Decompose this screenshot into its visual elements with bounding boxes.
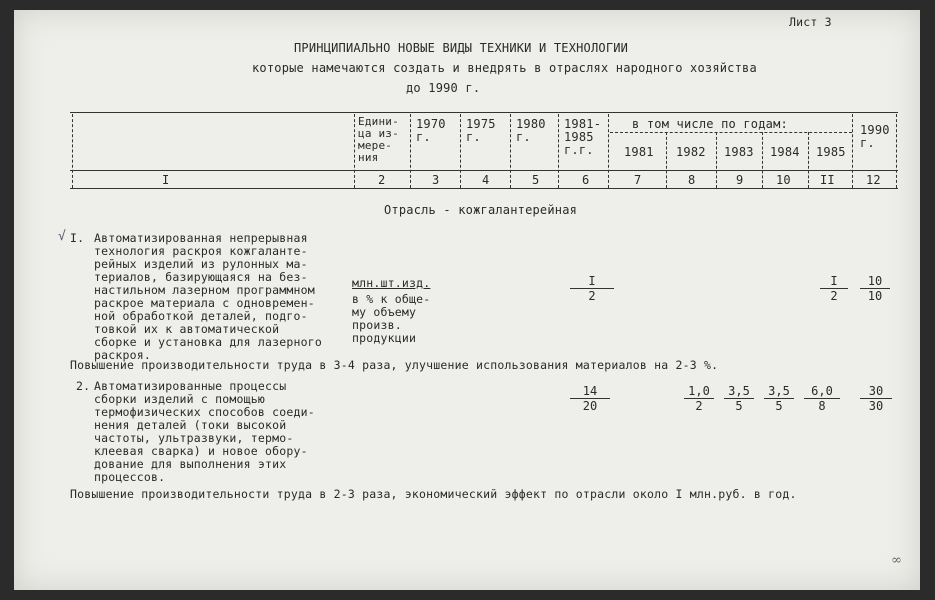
col-number: 5: [532, 173, 540, 187]
header-1975: 1975: [466, 117, 496, 131]
header-1981-1985: 1981-: [564, 117, 602, 131]
unit-value: продукции: [352, 331, 417, 345]
col-number: 3: [432, 173, 440, 187]
col-sep: [852, 114, 853, 188]
value-top: I: [570, 274, 614, 289]
header-1982: 1982: [676, 145, 706, 159]
col-sep: [460, 114, 461, 188]
item-number: I.: [70, 231, 85, 245]
header-1985: 1985: [816, 145, 846, 159]
corner-mark: ∞: [891, 553, 902, 568]
item-note: Повышение производительности труда в 2-3 раза, экономический эффект по отрасли около I млн.руб. в год.: [70, 487, 797, 501]
value-bottom: 5: [735, 399, 743, 413]
item-text-line: сборки изделий с помощью: [94, 392, 265, 406]
value-bottom: 10: [867, 289, 883, 303]
col-number: 12: [866, 173, 881, 187]
item-text-line: товкой их к автоматической: [94, 322, 280, 336]
col-number: 4: [482, 173, 490, 187]
item-note: Повышение производительности труда в 3-4 раза, улучшение использования материалов на 2-3 %.: [70, 358, 719, 372]
header-1981-1985-line2: 1985: [564, 130, 594, 144]
check-mark: √: [58, 229, 67, 244]
document-sheet: [14, 10, 920, 590]
value-top: 3,5: [764, 384, 794, 399]
item-text-line: сборке и установка для лазерного: [94, 335, 322, 349]
col-sep: [896, 114, 897, 188]
col-number: 10: [776, 173, 791, 187]
item-text-line: частоты, ультразвуки, термо-: [94, 431, 294, 445]
item-text-line: раскрое материала с одновремен-: [94, 296, 315, 310]
col-sep: [716, 132, 717, 188]
value-top: 3,5: [724, 384, 754, 399]
unit-value: млн.шт.изд.: [352, 276, 431, 290]
document-title: ПРИНЦИПИАЛЬНО НОВЫЕ ВИДЫ ТЕХНИКИ И ТЕХНОЛОГИИ: [294, 41, 629, 55]
item-text-line: термофизических способов соеди-: [94, 405, 315, 419]
item-number: 2.: [76, 379, 91, 393]
item-text-line: настильном лазерном программном: [94, 283, 315, 297]
col-sep: [72, 114, 73, 188]
value-1982: [684, 384, 714, 413]
header-by-years: в том числе по годам:: [632, 117, 788, 131]
value-1984: [764, 384, 794, 413]
value-1985: [804, 384, 840, 413]
col-sep: [558, 114, 559, 188]
item-text-line: технология раскроя кожгаланте-: [94, 244, 308, 258]
value-1990: [860, 274, 890, 303]
value-bottom: 2: [830, 289, 838, 303]
value-top: 14: [570, 384, 610, 399]
value-1985: [820, 274, 848, 303]
value-bottom: 2: [695, 399, 703, 413]
col-number: I: [162, 173, 170, 187]
by-years-rule: [610, 132, 852, 133]
item-text-line: раскроя.: [94, 348, 151, 362]
item-text-line: клеевая сварка) и новое обору-: [94, 444, 308, 458]
item-text-line: Автоматизированная непрерывная: [94, 231, 308, 245]
value-bottom: 30: [868, 399, 884, 413]
item-text-line: рейных изделий из рулонных ма-: [94, 257, 308, 271]
col-number: 7: [634, 173, 642, 187]
col-number: 6: [582, 173, 590, 187]
document-subtitle: которые намечаются создать и внедрять в отраслях народного хозяйства: [252, 61, 757, 75]
value-1990: [860, 384, 892, 413]
header-1990-suffix: г.: [860, 136, 875, 150]
value-top: 30: [860, 384, 892, 399]
value-bottom: 8: [818, 399, 826, 413]
header-1980: 1980: [516, 117, 546, 131]
header-1981: 1981: [624, 145, 654, 159]
unit-value: в % к обще-: [352, 292, 431, 306]
value-bottom: 2: [588, 289, 596, 303]
item-text-line: нения деталей (токи высокой: [94, 418, 287, 432]
unit-header-line: ца из-: [358, 127, 399, 140]
col-sep: [354, 114, 355, 188]
unit-value: му объему: [352, 305, 417, 319]
header-rule: [70, 170, 898, 171]
value-top: 1,0: [684, 384, 714, 399]
col-sep: [410, 114, 411, 188]
unit-header-line: мере-: [358, 139, 393, 152]
item-text-line: процессов.: [94, 470, 166, 484]
document-subtitle-year: до 1990 г.: [406, 81, 481, 95]
col-sep: [510, 114, 511, 188]
sheet-number: Лист 3: [789, 15, 832, 29]
col-number: II: [820, 173, 835, 187]
unit-header-line: ния: [358, 151, 379, 164]
header-1984: 1984: [770, 145, 800, 159]
col-sep: [762, 132, 763, 188]
header-1970: 1970: [416, 117, 446, 131]
header-1970-suffix: г.: [416, 130, 431, 144]
value-1981-1985: [570, 274, 614, 303]
col-sep: [808, 132, 809, 188]
value-1981-1985: [570, 384, 610, 413]
value-bottom: 5: [775, 399, 783, 413]
col-sep: [666, 132, 667, 188]
header-1975-suffix: г.: [466, 130, 481, 144]
item-text-line: ной обработкой деталей, подго-: [94, 309, 308, 323]
value-top: I: [820, 274, 848, 289]
header-1981-1985-suffix: г.г.: [564, 143, 594, 157]
unit-header-line: Едини-: [358, 115, 399, 128]
value-1983: [724, 384, 754, 413]
col-number: 9: [736, 173, 744, 187]
col-number: 8: [688, 173, 696, 187]
item-text-line: дование для выполнения этих: [94, 457, 287, 471]
value-top: 10: [860, 274, 890, 289]
col-sep: [608, 114, 609, 188]
header-1983: 1983: [724, 145, 754, 159]
numbers-rule: [70, 188, 898, 189]
industry-heading: Отрасль - кожгалантерейная: [384, 203, 578, 217]
table-top-rule: [70, 112, 898, 113]
col-number: 2: [378, 173, 386, 187]
header-1980-suffix: г.: [516, 130, 531, 144]
item-text-line: териалов, базирующаяся на без-: [94, 270, 308, 284]
item-text-line: Автоматизированные процессы: [94, 379, 287, 393]
value-top: 6,0: [804, 384, 840, 399]
unit-value: произв.: [352, 318, 402, 332]
value-bottom: 20: [582, 399, 598, 413]
header-1990: 1990: [860, 123, 890, 137]
